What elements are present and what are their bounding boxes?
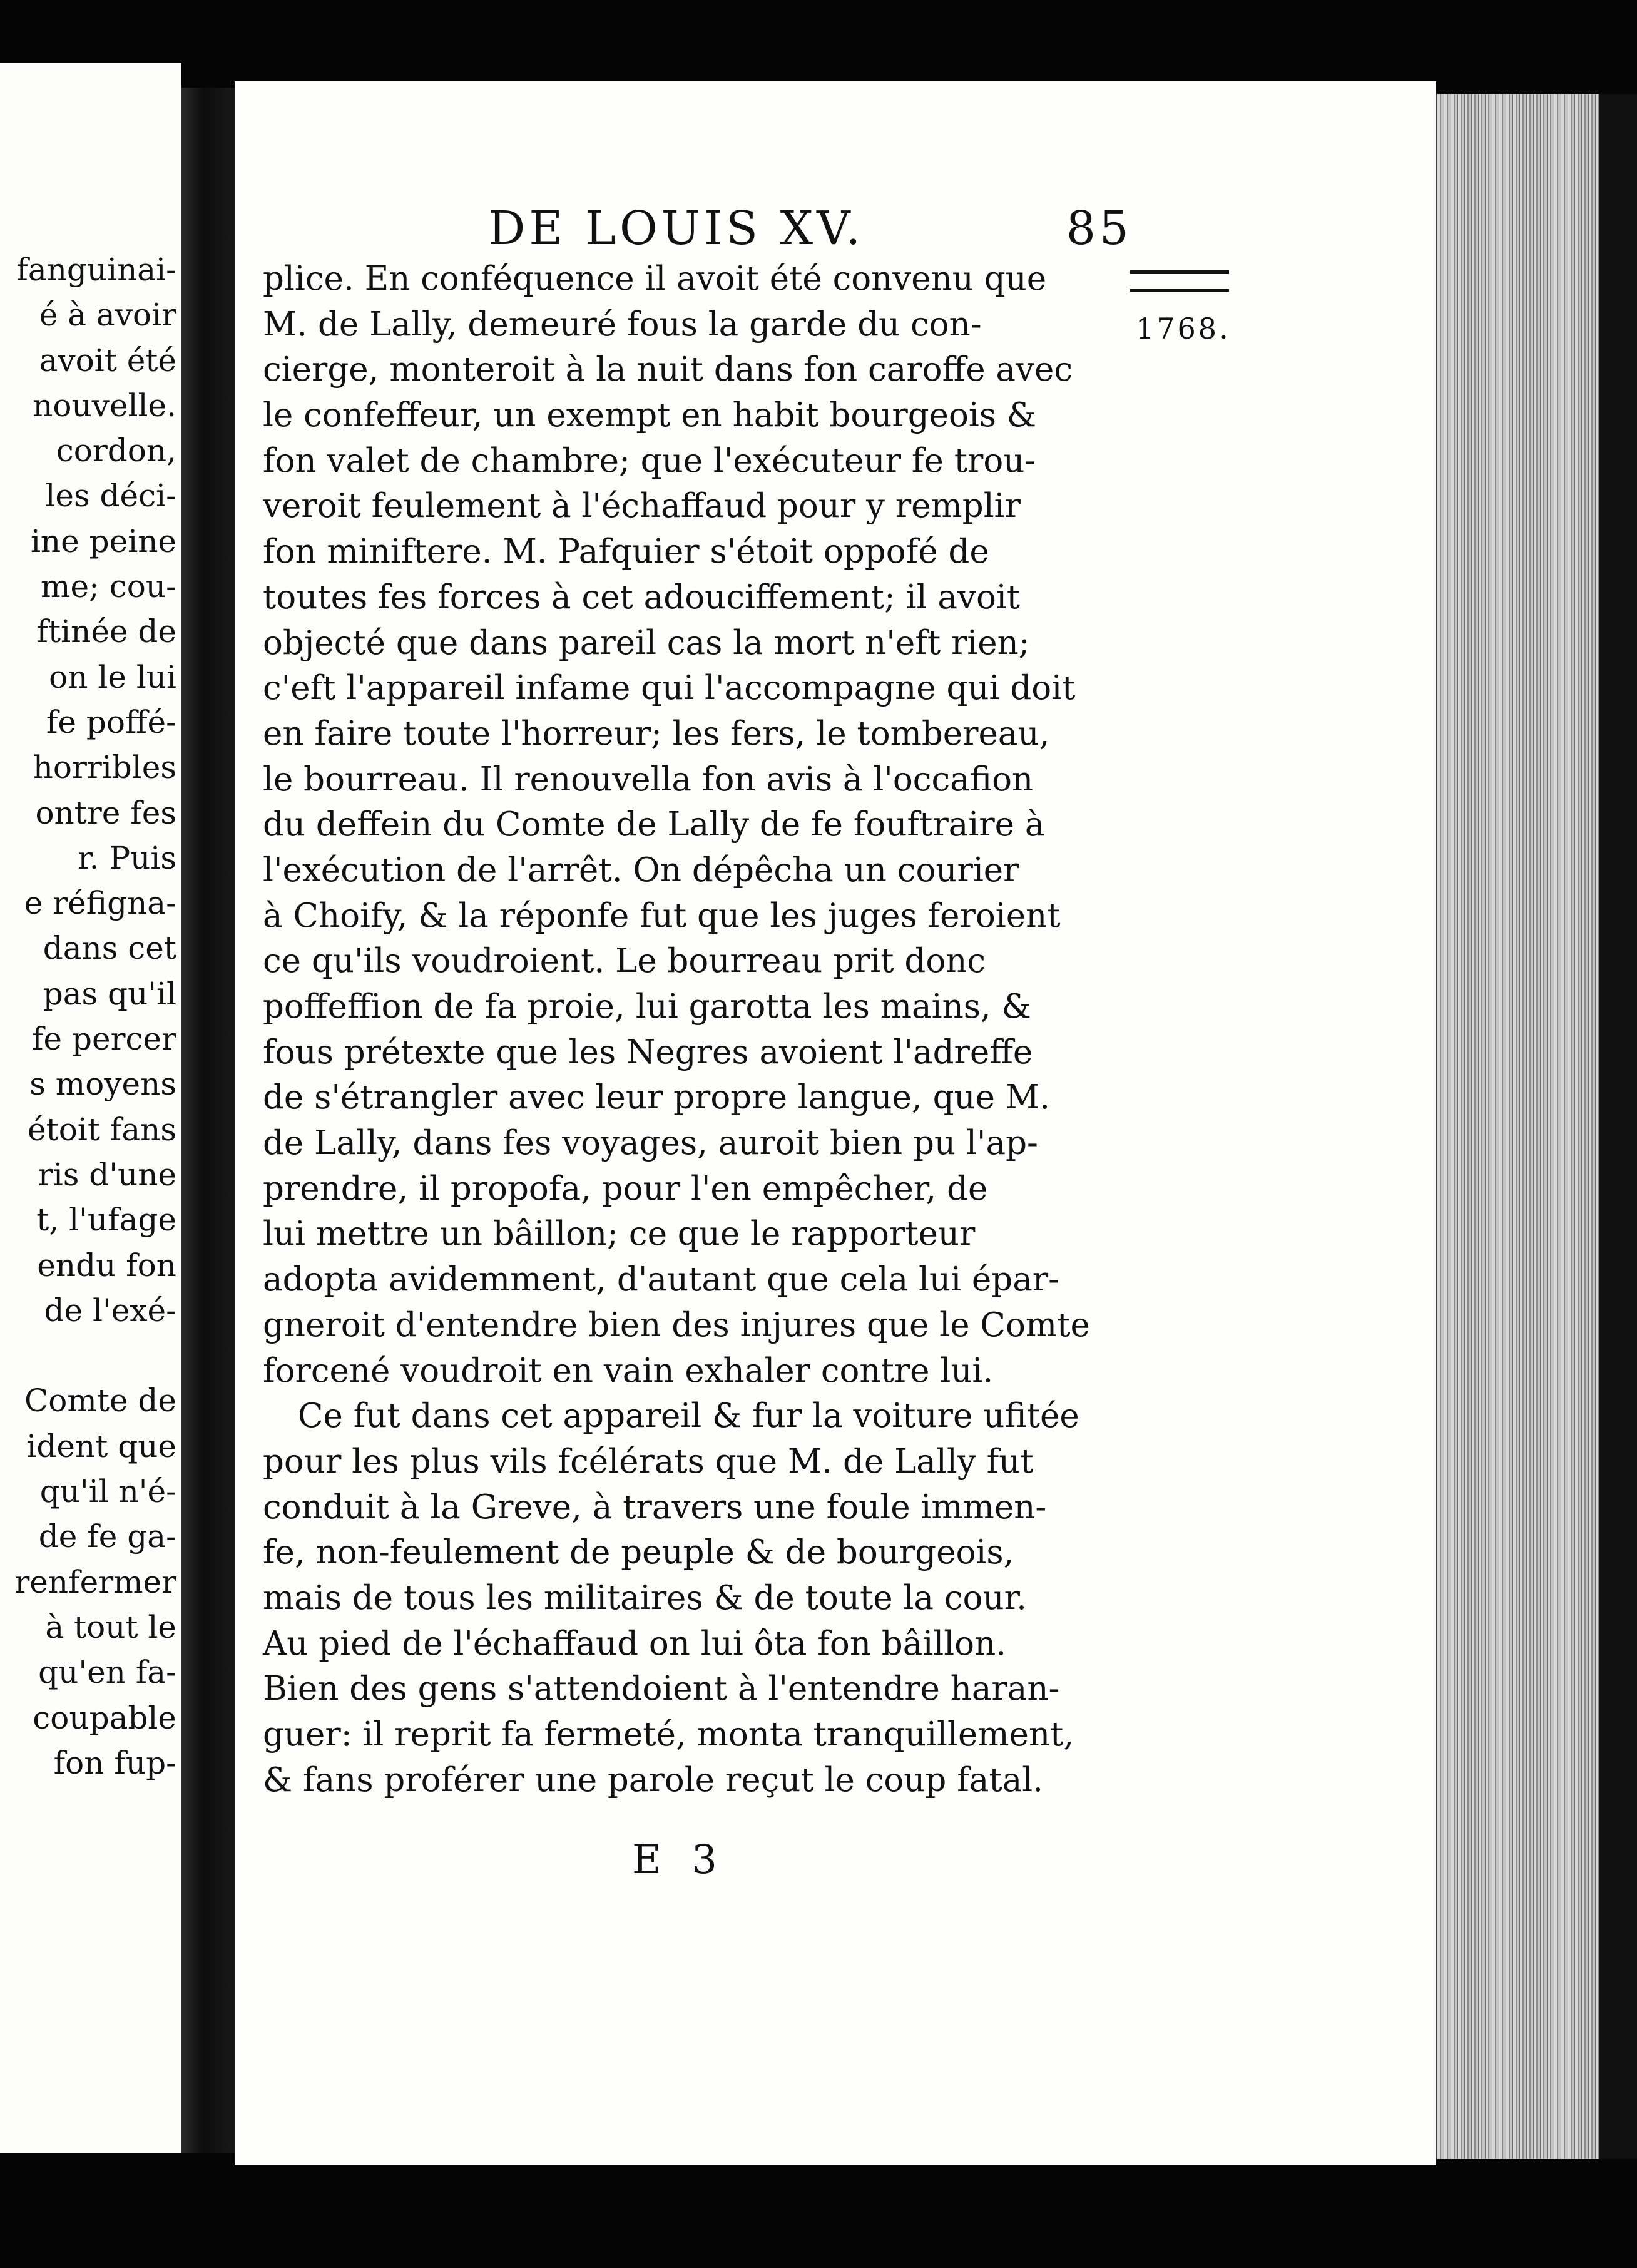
previous-page-line: ine peine (30, 523, 176, 559)
previous-page-text (1, 247, 176, 1785)
previous-page-line: me; cou- (41, 568, 176, 605)
book-gutter (181, 88, 238, 2153)
text-line: de Lally, dans fes voyages, auroit bien pu l'ap- (263, 1124, 1038, 1163)
previous-page-line: on le lui (49, 658, 176, 695)
previous-page-line: r. Puis (78, 839, 176, 876)
previous-page-line: horribles (33, 749, 176, 786)
text-line: Au pied de l'échaffaud on lui ôta fon bâillon. (263, 1624, 1007, 1663)
text-line: Bien des gens s'attendoient à l'entendre haran- (263, 1670, 1060, 1709)
text-line: de s'étrangler avec leur propre langue, que M. (263, 1078, 1050, 1117)
previous-page-line: é à avoir (39, 297, 176, 334)
previous-page-line: ontre fes (35, 794, 176, 831)
text-line: Ce fut dans cet appareil & fur la voiture ufitée (298, 1397, 1079, 1436)
previous-page (0, 63, 181, 2153)
text-line: du deffein du Comte de Lally de fe fouftraire à (263, 805, 1045, 844)
page-number: 85 (1066, 202, 1133, 255)
previous-page-line: de fe ga- (38, 1518, 176, 1555)
previous-page-line: renfermer (14, 1563, 176, 1600)
text-line: ce qu'ils voudroient. Le bourreau prit donc (263, 942, 986, 981)
text-line: & fans proférer une parole reçut le coup fatal. (263, 1760, 1044, 1799)
text-line: le bourreau. Il renouvella fon avis à l'occafion (263, 760, 1034, 799)
previous-page-line: de l'exé- (44, 1292, 176, 1329)
text-line: fe, non-feulement de peuple & de bourgeois, (263, 1533, 1014, 1572)
text-line: M. de Lally, demeuré fous la garde du con- (263, 305, 982, 344)
previous-page-line: qu'en fa- (38, 1654, 176, 1691)
running-head (488, 202, 1133, 255)
previous-page-line: dans cet (43, 930, 176, 967)
margin-year: 1768. (1136, 312, 1231, 345)
text-line: le confeffeur, un exempt en habit bourgeois & (263, 396, 1037, 435)
text-line: c'eft l'appareil infame qui l'accompagne qui doit (263, 669, 1076, 708)
previous-page-line: étoit fans (28, 1111, 176, 1148)
previous-page-line: les déci- (45, 478, 176, 514)
text-line: en faire toute l'horreur; les fers, le tombereau, (263, 714, 1050, 753)
running-title: DE LOUIS XV. (488, 202, 865, 255)
text-line: fon miniftere. M. Pafquier s'étoit oppofé de (263, 533, 989, 571)
previous-page-line: s moyens (29, 1066, 176, 1103)
page-fore-edge (1436, 94, 1600, 2159)
text-line: gneroit d'entendre bien des injures que le Comte (263, 1305, 1090, 1344)
margin-rule (1130, 270, 1229, 292)
text-line: toutes fes forces à cet adouciffement; il avoit (263, 578, 1021, 616)
previous-page-line: nouvelle. (33, 387, 176, 424)
text-line: forcené voudroit en vain exhaler contre lui. (263, 1351, 994, 1390)
previous-page-line: ftinée de (36, 613, 176, 650)
text-line: objecté que dans pareil cas la mort n'eft rien; (263, 623, 1030, 662)
previous-page-line: pas qu'il (43, 975, 176, 1012)
previous-page-line: fanguinai- (16, 252, 176, 288)
text-line: à Choify, & la réponfe fut que les juges feroient (263, 896, 1061, 935)
previous-page-line (1, 1333, 176, 1378)
previous-page-line: fe percer (32, 1021, 176, 1058)
previous-page-line: fon fup- (53, 1744, 176, 1781)
text-line: fon valet de chambre; que l'exécuteur fe trou- (263, 441, 1036, 480)
previous-page-line: à tout le (45, 1608, 176, 1645)
text-line: plice. En conféquence il avoit été convenu que (263, 260, 1047, 298)
previous-page-line: t, l'ufage (36, 1202, 176, 1239)
text-line: fous prétexte que les Negres avoient l'adreffe (263, 1033, 1033, 1071)
body-text (263, 257, 1126, 1803)
text-line: adopta avidemment, d'autant que cela lui épar- (263, 1260, 1060, 1299)
text-line: pour les plus vils fcélérats que M. de Lally fut (263, 1442, 1034, 1481)
text-line: guer: il reprit fa fermeté, monta tranquillement, (263, 1715, 1074, 1754)
text-line: cierge, monteroit à la nuit dans fon caroffe avec (263, 350, 1073, 389)
previous-page-line: cordon, (56, 432, 176, 469)
text-line: veroit feulement à l'échaffaud pour y remplir (263, 487, 1021, 526)
previous-page-line: fe poffé- (46, 703, 176, 740)
previous-page-line: ident que (26, 1428, 176, 1464)
previous-page-line: qu'il n'é- (39, 1473, 176, 1510)
signature-mark: E 3 (632, 1837, 726, 1883)
previous-page-line: coupable (33, 1699, 176, 1736)
text-line: lui mettre un bâillon; ce que le rapporteur (263, 1215, 976, 1254)
previous-page-line: avoit été (39, 342, 176, 379)
text-line: poffeffion de fa proie, lui garotta les mains, & (263, 988, 1031, 1026)
previous-page-line: Comte de (24, 1382, 176, 1419)
right-margin-shadow (1599, 94, 1637, 2159)
previous-page-line: ris d'une (38, 1156, 176, 1193)
previous-page-line: e réfigna- (24, 885, 176, 922)
text-line: conduit à la Greve, à travers une foule immen- (263, 1488, 1047, 1526)
text-line: mais de tous les militaires & de toute la cour. (263, 1578, 1027, 1617)
text-line: l'exécution de l'arrêt. On dépêcha un courier (263, 850, 1019, 889)
text-line: prendre, il propofa, pour l'en empêcher, de (263, 1169, 988, 1208)
previous-page-line: endu fon (37, 1247, 176, 1284)
